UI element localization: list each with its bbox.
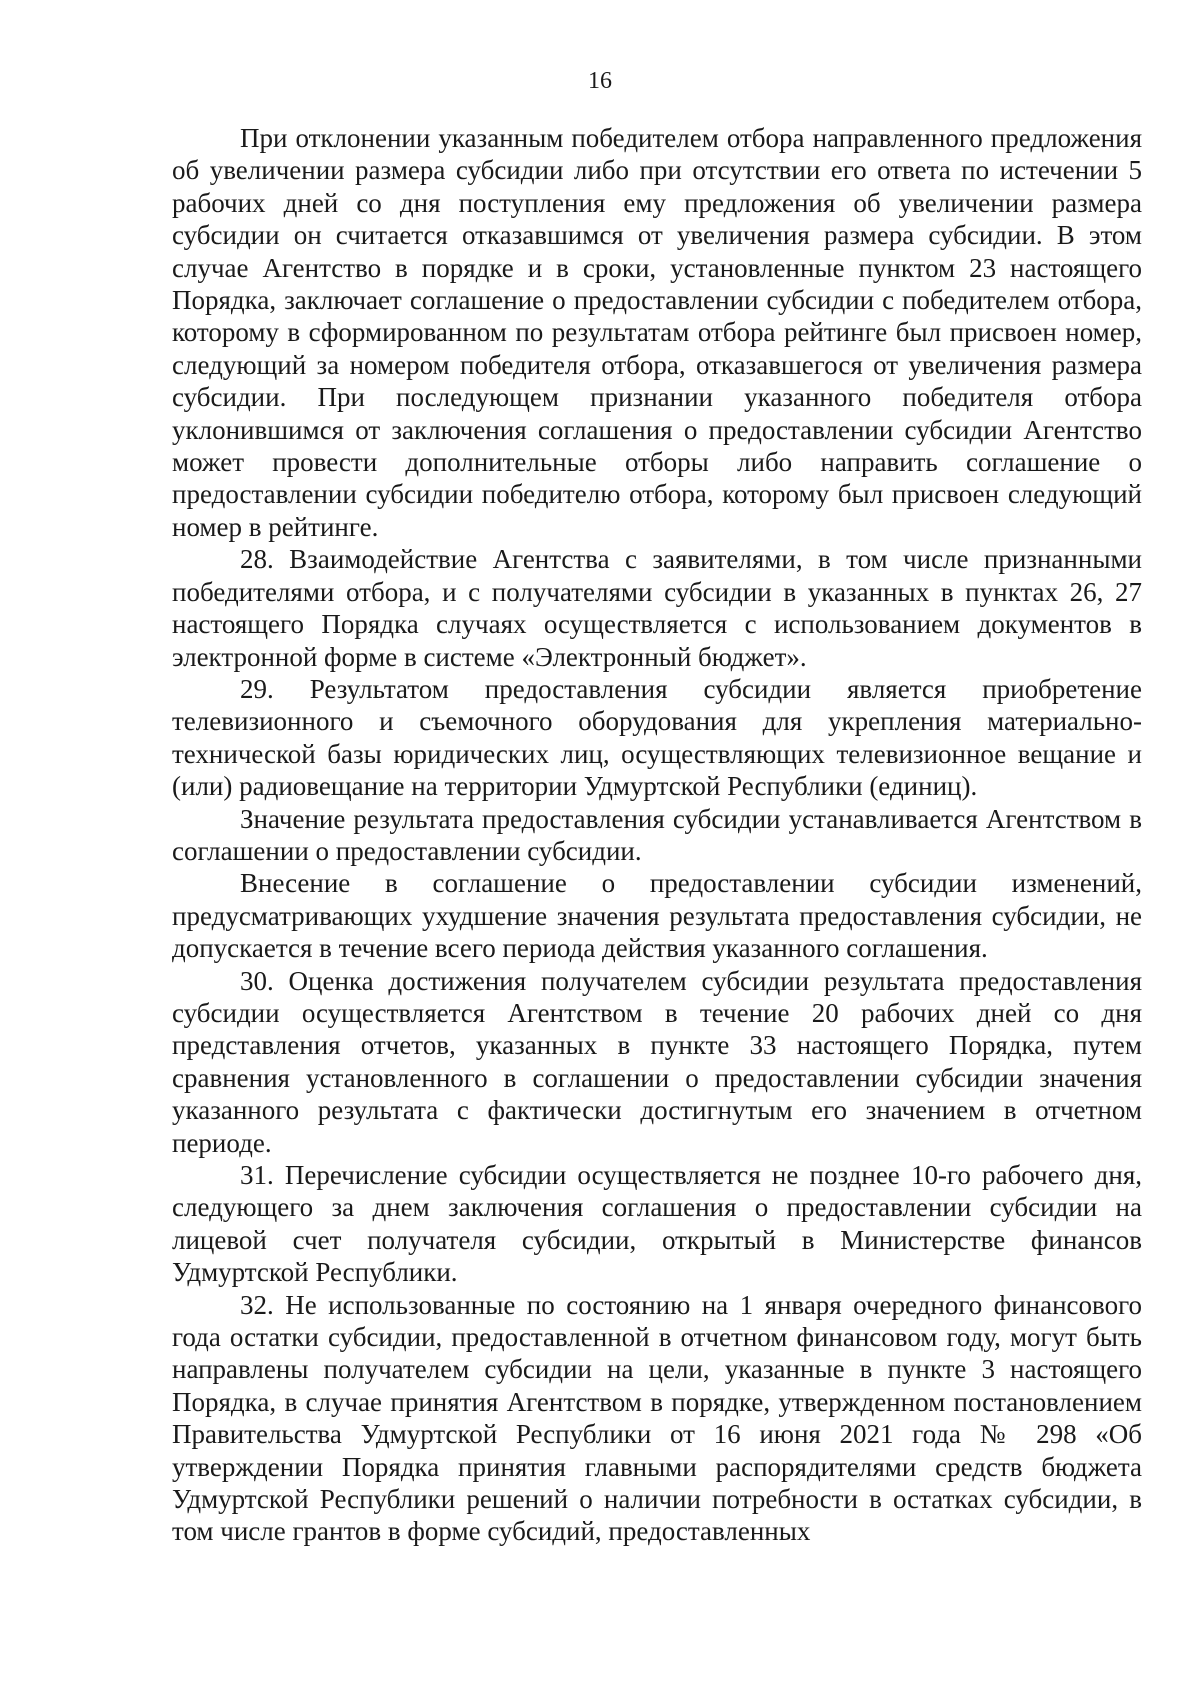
page-number: 16 xyxy=(588,68,612,94)
document-body xyxy=(172,122,1142,1548)
paragraph-29-result-value: Значение результата предоставления субсидии устанавливается Агентством в соглашении о предоставлении субсидии. xyxy=(172,803,1142,866)
paragraph-29: 29. Результатом предоставления субсидии является приобретение телевизионного и съемочного оборудования для укрепления материально-технической базы юридических лиц, осуществляющих телевизионное вещание и (или) радиовещание на территории Удмуртской Республики (единиц). xyxy=(172,673,1142,802)
paragraph-32: 32. Не использованные по состоянию на 1 января очередного финансового года остатки субсидии, предоставленной в отчетном финансовом году, могут быть направлены получателем субсидии на цели, указанные в пункте 3 настоящего Порядка, в случае принятия Агентством в порядке, утвержденном постановлением Правительства Удмуртской Республики от 16 июня 2021 года № 298 «Об утверждении Порядка принятия главными распорядителями средств бюджета Удмуртской Республики решений о наличии потребности в остатках субсидии, в том числе грантов в форме субсидий, предоставленных xyxy=(172,1289,1142,1547)
paragraph-31: 31. Перечисление субсидии осуществляется не позднее 10-го рабочего дня, следующего за днем заключения соглашения о предоставлении субсидии на лицевой счет получателя субсидии, открытый в Министерстве финансов Удмуртской Республики. xyxy=(172,1160,1142,1288)
paragraph-28: 28. Взаимодействие Агентства с заявителями, в том числе признанными победителями отбора, и с получателями субсидии в указанных в пунктах 26, 27 настоящего Порядка случаях осуществляется с использованием документов в электронной форме в системе «Электронный бюджет». xyxy=(172,544,1142,672)
paragraph-30: 30. Оценка достижения получателем субсидии результата предоставления субсидии осуществляется Агентством в течение 20 рабочих дней со дня представления отчетов, указанных в пункте 33 настоящего Порядка, путем сравнения установленного в соглашении о предоставлении субсидии значения указанного результата с фактически достигнутым его значением в отчетном периоде. xyxy=(172,965,1142,1158)
paragraph-29-amendments: Внесение в соглашение о предоставлении субсидии изменений, предусматривающих ухудшение значения результата предоставления субсидии, не допускается в течение всего периода действия указанного соглашения. xyxy=(172,868,1142,964)
paragraph-27-continuation: При отклонении указанным победителем отбора направленного предложения об увеличении размера субсидии либо при отсутствии его ответа по истечении 5 рабочих дней со дня поступления ему предложения об увеличении размера субсидии он считается отказавшимся от увеличения размера субсидии. В этом случае Агентство в порядке и в сроки, установленные пунктом 23 настоящего Порядка, заключает соглашение о предоставлении субсидии с победителем отбора, которому в сформированном по результатам отбора рейтинге был присвоен номер, следующий за номером победителя отбора, отказавшегося от увеличения размера субсидии. При последующем признании указанного победителя отбора уклонившимся от заключения соглашения о предоставлении субсидии Агентство может провести дополнительные отборы либо направить соглашение о предоставлении субсидии победителю отбора, которому был присвоен следующий номер в рейтинге. xyxy=(172,123,1142,542)
